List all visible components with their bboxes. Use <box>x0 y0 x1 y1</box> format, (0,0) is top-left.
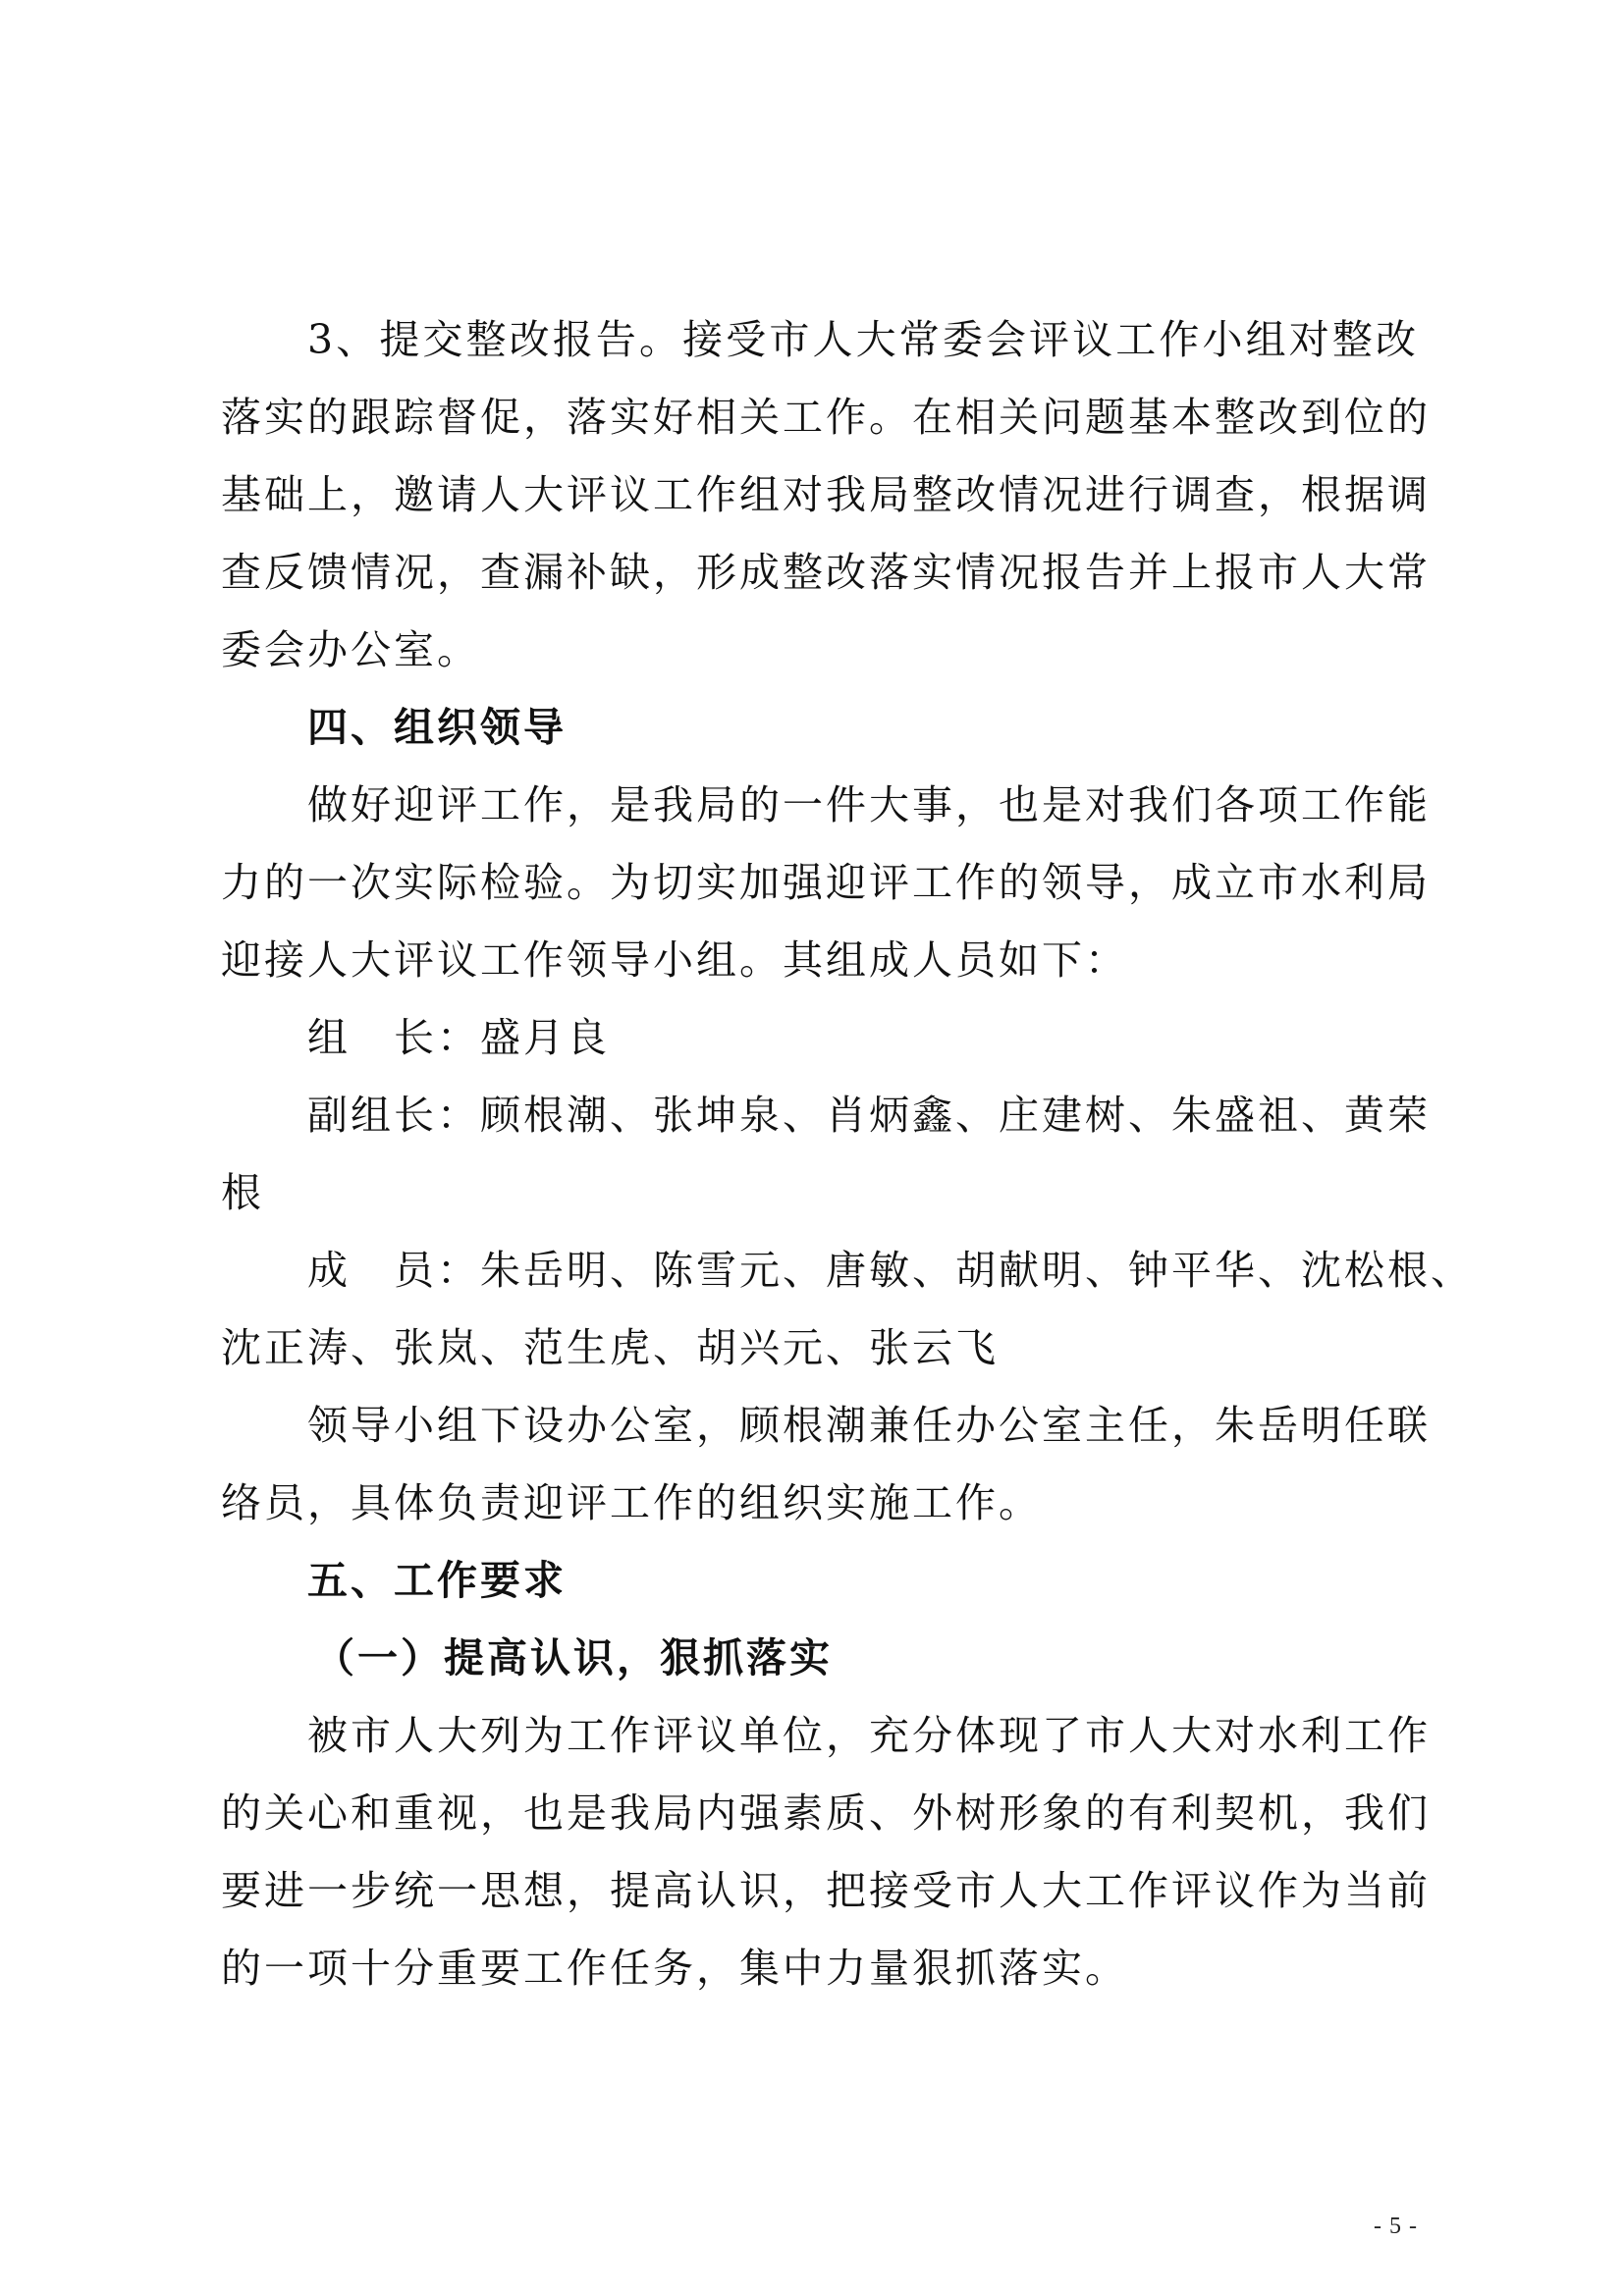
paragraph-line: 的关心和重视，也是我局内强素质、外树形象的有利契机，我们 <box>221 1789 1431 1837</box>
leader-line: 组 长：盛月良 <box>307 1014 610 1061</box>
deputy-leaders-line: 副组长：顾根潮、张坤泉、肖炳鑫、庄建树、朱盛祖、黄荣 <box>307 1092 1431 1139</box>
paragraph-line: 要进一步统一思想，提高认识，把接受市人大工作评议作为当前 <box>221 1867 1431 1914</box>
members-line: 沈正涛、张岚、范生虎、胡兴元、张云飞 <box>221 1324 999 1371</box>
section-heading: 四、组织领导 <box>307 704 567 751</box>
document-body <box>221 301 1474 2007</box>
subsection-heading: （一）提高认识，狠抓落实 <box>314 1634 833 1682</box>
paragraph-line: 查反馈情况，查漏补缺，形成整改落实情况报告并上报市人大常 <box>221 549 1431 596</box>
paragraph-line: 委会办公室。 <box>221 626 480 673</box>
page-number: - 5 - <box>1374 2214 1418 2239</box>
deputy-leaders-line: 根 <box>221 1169 264 1216</box>
paragraph-line: 3、提交整改报告。接受市人大常委会评议工作小组对整改 <box>307 316 1419 363</box>
paragraph-line: 被市人大列为工作评议单位，充分体现了市人大对水利工作 <box>307 1712 1431 1759</box>
paragraph-line: 力的一次实际检验。为切实加强迎评工作的领导，成立市水利局 <box>221 859 1431 906</box>
paragraph-line: 做好迎评工作，是我局的一件大事，也是对我们各项工作能 <box>307 781 1431 828</box>
paragraph-line: 的一项十分重要工作任务，集中力量狠抓落实。 <box>221 1945 1128 1992</box>
paragraph-line: 络员，具体负责迎评工作的组织实施工作。 <box>221 1479 1042 1526</box>
paragraph-line: 领导小组下设办公室，顾根潮兼任办公室主任，朱岳明任联 <box>307 1402 1431 1449</box>
section-heading: 五、工作要求 <box>307 1557 567 1604</box>
paragraph-line: 基础上，邀请人大评议工作组对我局整改情况进行调查，根据调 <box>221 471 1431 518</box>
paragraph-line: 迎接人大评议工作领导小组。其组成人员如下： <box>221 936 1128 984</box>
paragraph-line: 落实的跟踪督促，落实好相关工作。在相关问题基本整改到位的 <box>221 394 1431 441</box>
members-line: 成 员：朱岳明、陈雪元、唐敏、胡献明、钟平华、沈松根、 <box>307 1247 1474 1294</box>
